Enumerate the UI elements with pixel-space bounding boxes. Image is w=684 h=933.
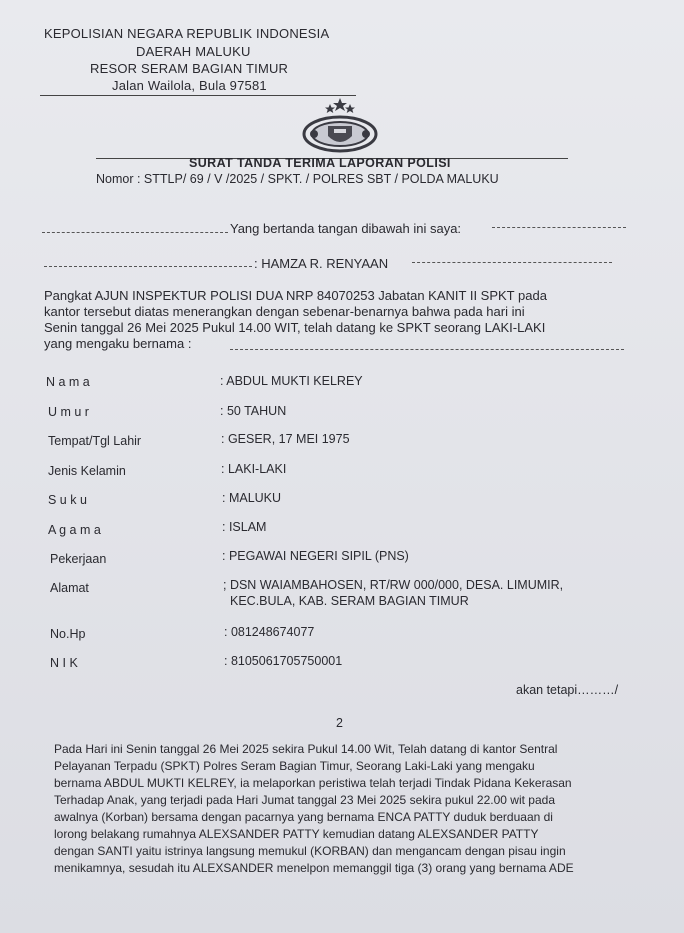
narrative-line-3: bernama ABDUL MUKTI KELREY, ia melaporkan peristiwa telah terjadi Tindak Pidana Kekerasan (54, 776, 572, 790)
officer-name: : HAMZA R. RENYAAN (254, 256, 389, 271)
intro-yang-bertanda: Yang bertanda tangan dibawah ini saya: (230, 221, 462, 236)
intro-dash-right-2 (412, 262, 612, 263)
intro-dash-left-2 (44, 266, 252, 267)
field-value-no-hp: : 081248674077 (224, 625, 315, 639)
document-title: SURAT TANDA TERIMA LAPORAN POLISI (189, 156, 451, 170)
field-label-jenis-kelamin: Jenis Kelamin (48, 464, 126, 478)
paragraph-dash (230, 349, 624, 350)
field-value-nama: : ABDUL MUKTI KELREY (220, 374, 363, 388)
police-emblem-icon (298, 96, 382, 156)
document-number: Nomor : STTLP/ 69 / V /2025 / SPKT. / POLRES SBT / POLDA MALUKU (96, 172, 499, 186)
field-value-alamat: ; DSN WAIAMBAHOSEN, RT/RW 000/000, DESA. LIMUMIR, (223, 578, 564, 592)
header-line-1: KEPOLISIAN NEGARA REPUBLIK INDONESIA (44, 26, 330, 41)
paragraph-line-2: kantor tersebut diatas menerangkan dengan sebenar-benarnya bahwa pada hari ini (44, 304, 525, 319)
page-number: 2 (336, 716, 343, 730)
field-value-suku: : MALUKU (222, 491, 282, 505)
field-label-tempat-tgl-lahir: Tempat/Tgl Lahir (48, 434, 142, 448)
narrative-line-1: Pada Hari ini Senin tanggal 26 Mei 2025 sekira Pukul 14.00 Wit, Telah datang di kantor Sentral (54, 742, 558, 756)
header-line-4: Jalan Wailola, Bula 97581 (112, 78, 267, 93)
field-label-suku: S u k u (48, 493, 87, 507)
header-line-2: DAERAH MALUKU (136, 44, 251, 59)
akan-tetapi-note: akan tetapi………/ (516, 683, 619, 697)
header-line-3: RESOR SERAM BAGIAN TIMUR (90, 61, 289, 76)
narrative-line-8: menikamnya, sesudah itu ALEXSANDER menelpon memanggil tiga (3) orang yang bernama ADE (54, 861, 574, 875)
paragraph-line-4: yang mengaku bernama : (44, 336, 192, 351)
narrative-line-6: lorong belakang rumahnya ALEXSANDER PATTY kemudian datang ALEXSANDER PATTY (54, 827, 539, 841)
paragraph-line-3: Senin tanggal 26 Mei 2025 Pukul 14.00 WIT, telah datang ke SPKT seorang LAKI-LAKI (44, 320, 546, 335)
field-label-nama: N a m a (46, 375, 90, 389)
field-value-agama: : ISLAM (222, 520, 267, 534)
field-value-umur: : 50 TAHUN (220, 404, 287, 418)
field-value-tempat-tgl-lahir: : GESER, 17 MEI 1975 (221, 432, 350, 446)
field-value-alamat-line-2: KEC.BULA, KAB. SERAM BAGIAN TIMUR (230, 594, 469, 608)
field-label-nik: N I K (50, 656, 78, 670)
narrative-line-2: Pelayanan Terpadu (SPKT) Polres Seram Bagian Timur, Seorang Laki-Laki yang mengaku (54, 759, 535, 773)
paragraph-line-1: Pangkat AJUN INSPEKTUR POLISI DUA NRP 84070253 Jabatan KANIT II SPKT pada (44, 288, 547, 303)
field-value-jenis-kelamin: : LAKI-LAKI (221, 462, 287, 476)
intro-dash-left-1 (42, 232, 228, 233)
field-label-alamat: Alamat (50, 581, 89, 595)
narrative-line-4: Terhadap Anak, yang terjadi pada Hari Jumat tanggal 23 Mei 2025 sekira pukul 22.00 wit pada (54, 793, 555, 807)
narrative-line-5: awalnya (Korban) bersama dengan pacarnya yang bernama ENCA PATTY duduk berduaan di (54, 810, 553, 824)
field-label-agama: A g a m a (48, 523, 101, 537)
field-value-pekerjaan: : PEGAWAI NEGERI SIPIL (PNS) (222, 549, 409, 563)
field-value-nik: : 8105061705750001 (224, 654, 343, 668)
narrative-line-7: dengan SANTI yaitu istrinya langsung memukul (KORBAN) dan mengancam dengan pisau ingin (54, 844, 566, 858)
field-label-no-hp: No.Hp (50, 627, 86, 641)
field-label-umur: U m u r (48, 405, 89, 419)
intro-dash-right-1 (492, 227, 626, 228)
field-label-pekerjaan: Pekerjaan (50, 552, 107, 566)
